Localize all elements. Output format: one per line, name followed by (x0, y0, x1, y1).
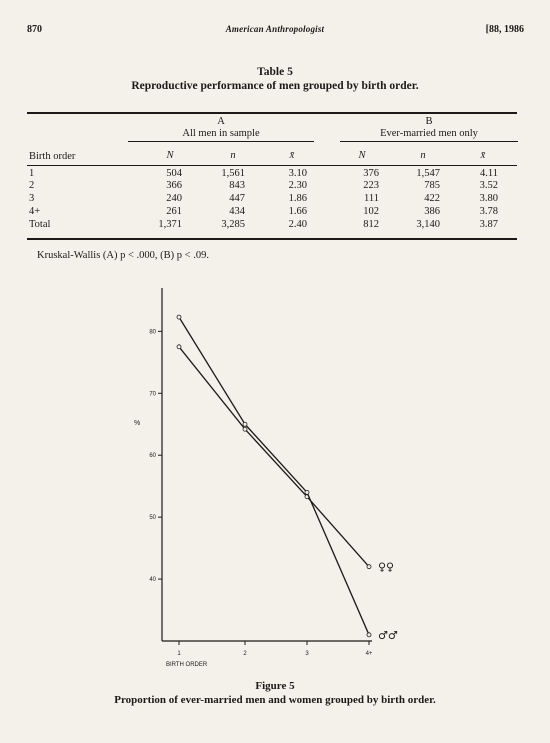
data-point (243, 422, 247, 426)
table-number: Table 5 (257, 66, 293, 78)
cell-b-n: 422 (424, 193, 440, 204)
cell-b-mean: 3.87 (479, 219, 498, 230)
cell-b-N: 223 (363, 180, 379, 191)
col-a-n: n (230, 150, 236, 161)
volume-info: [88, 1986 (485, 24, 524, 35)
data-point (243, 427, 247, 431)
group-b-letter: B (425, 116, 433, 127)
cell-b-mean: 4.11 (480, 168, 498, 179)
y-axis-label: % (134, 420, 141, 427)
journal-name: American Anthropologist (225, 24, 325, 34)
cell-order: 4+ (29, 206, 41, 217)
col-a-mean: x̄ (289, 150, 295, 161)
cell-a-mean: 2.30 (288, 180, 307, 191)
y-tick-label: 40 (149, 577, 156, 584)
page-number: 870 (27, 24, 42, 35)
data-point (177, 345, 181, 349)
cell-b-mean: 3.78 (479, 206, 498, 217)
cell-order: 1 (29, 168, 35, 179)
cell-a-N: 240 (166, 193, 182, 204)
cell-a-n: 843 (229, 180, 245, 191)
figure-number: Figure 5 (255, 680, 295, 692)
col-b-mean: x̄ (480, 150, 486, 161)
cell-order: 2 (29, 180, 35, 191)
group-a-label: All men in sample (182, 128, 260, 139)
cell-b-n: 1,547 (416, 168, 440, 179)
row-header: Birth order (29, 151, 76, 162)
cell-order: 3 (29, 193, 35, 204)
x-tick-label: 4+ (365, 651, 373, 657)
x-tick-label: 1 (177, 651, 181, 657)
cell-a-N: 261 (166, 206, 182, 217)
cell-a-mean: 1.66 (288, 206, 307, 217)
col-b-n: n (420, 150, 426, 161)
cell-a-mean: 1.86 (288, 193, 307, 204)
cell-order: Total (29, 219, 51, 230)
cell-b-N: 376 (363, 168, 379, 179)
data-point (367, 633, 371, 637)
y-tick-label: 70 (149, 391, 156, 398)
group-b-label: Ever-married men only (380, 128, 478, 139)
cell-b-n: 785 (424, 180, 440, 191)
y-tick-label: 50 (149, 515, 156, 522)
series-line (179, 317, 369, 635)
group-a-letter: A (217, 116, 225, 127)
x-axis-label: BIRTH ORDER (166, 662, 208, 668)
cell-b-n: 386 (424, 206, 440, 217)
x-tick-label: 2 (243, 651, 247, 657)
cell-b-mean: 3.80 (479, 193, 498, 204)
table-footnote: Kruskal-Wallis (A) p < .000, (B) p < .09. (37, 250, 209, 261)
data-point (367, 565, 371, 569)
cell-a-mean: 2.40 (288, 219, 307, 230)
x-tick-label: 3 (305, 651, 309, 657)
cell-a-N: 504 (166, 168, 182, 179)
cell-b-N: 812 (363, 219, 379, 230)
cell-a-n: 447 (229, 193, 245, 204)
table-title: Reproductive performance of men grouped by birth order. (131, 80, 419, 92)
cell-b-mean: 3.52 (479, 180, 498, 191)
cell-a-n: 1,561 (221, 168, 245, 179)
figure-caption: Proportion of ever-married men and women grouped by birth order. (114, 694, 436, 706)
cell-b-n: 3,140 (416, 219, 440, 230)
data-point (305, 490, 309, 494)
cell-b-N: 102 (363, 206, 379, 217)
cell-a-mean: 3.10 (288, 168, 307, 179)
cell-a-N: 1,371 (158, 219, 182, 230)
y-tick-label: 80 (149, 329, 156, 336)
cell-b-N: 111 (364, 193, 379, 204)
cell-a-n: 434 (229, 206, 245, 217)
col-a-N: N (166, 150, 174, 161)
cell-a-n: 3,285 (221, 219, 245, 230)
series-label: ♀♀ (378, 560, 395, 574)
data-point (177, 315, 181, 319)
col-b-N: N (358, 150, 366, 161)
series-label: ♂♂ (378, 628, 398, 642)
cell-a-N: 366 (166, 180, 182, 191)
y-tick-label: 60 (149, 453, 156, 460)
